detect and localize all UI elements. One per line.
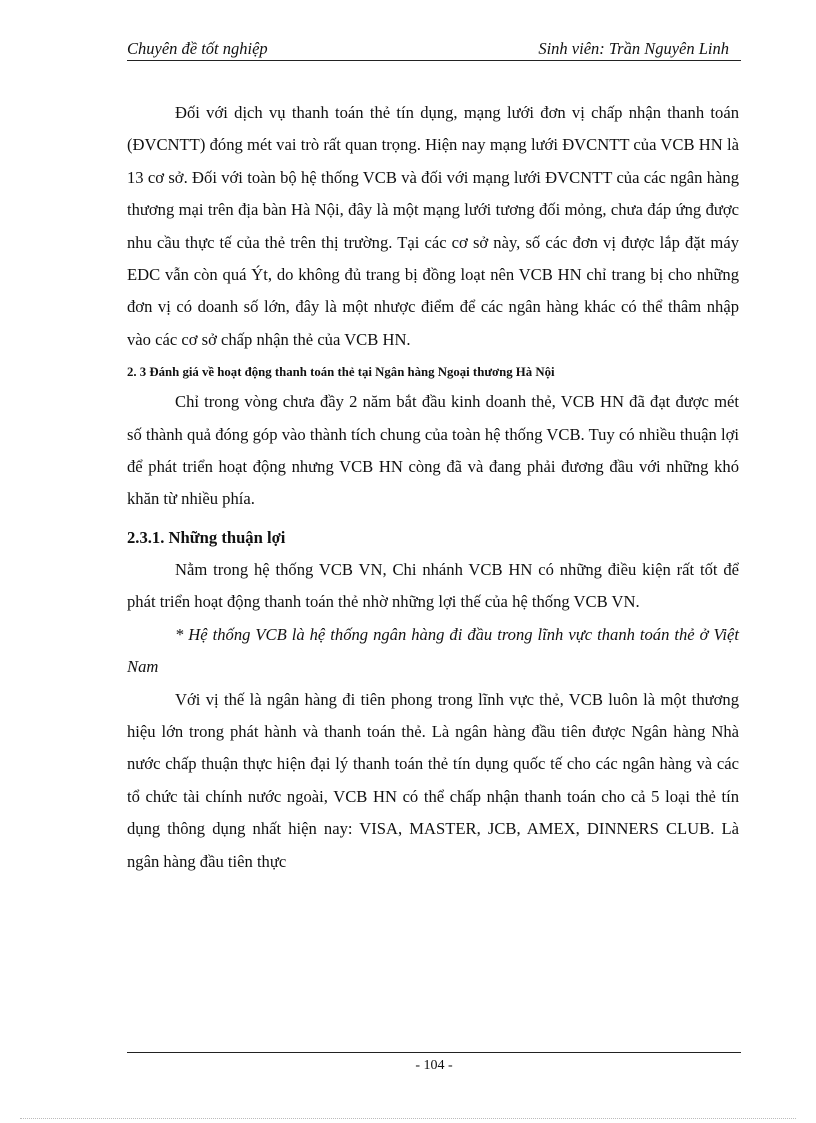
paragraph-evaluation-intro: Chỉ trong vòng chưa đầy 2 năm bắt đầu kinh doanh thẻ, VCB HN đã đạt được mét số thành quả đóng góp vào thành tích chung của toàn hệ thống VCB. Tuy có nhiều thuận lợi để phát triển hoạt động nhưng VCB HN còng đã và đang phải đương đầu với những khó khăn từ nhiều phía. bbox=[127, 392, 739, 509]
document-body bbox=[127, 97, 739, 878]
paragraph-advantages: Nằm trong hệ thống VCB VN, Chi nhánh VCB HN có những điều kiện rất tốt để phát triển hoạt động thanh toán thẻ nhờ những lợi thế của hệ thống VCB VN. bbox=[127, 559, 739, 612]
page-number: - 104 - bbox=[415, 1058, 453, 1073]
page-header bbox=[127, 38, 741, 61]
section-heading-2-3: 2. 3 Đánh giá về hoạt động thanh toán thẻ tại Ngân hàng Ngoại thương Hà Nội bbox=[127, 365, 555, 380]
footer-rule bbox=[127, 1052, 741, 1053]
paragraph-acceptance-network: Đối với dịch vụ thanh toán thẻ tín dụng, mạng lưới đơn vị chấp nhận thanh toán (ĐVCNTT) đóng mét vai trò rất quan trọng. Hiện nay mạng lưới ĐVCNTT của VCB HN là 13 cơ sở. Đối với toàn bộ hệ thống VCB và đối với mạng lưới ĐVCNTT của các ngân hàng thương mại trên địa bàn Hà Nội, đây là một mạng lưới tương đối mỏng, chưa đáp ứng được nhu cầu thực tế của thẻ trên thị trường. Tại các cơ sở này, số các đơn vị được lắp đặt máy EDC vẫn còn quá Ýt, do không đủ trang bị đồng loạt nên VCB HN chỉ trang bị cho những đơn vị có doanh số lớn, đây là một nhược điểm để các ngân hàng khác có thể thâm nhập vào các cơ sở chấp nhận thẻ của VCB HN. bbox=[127, 103, 739, 349]
page-bottom-dotted-rule bbox=[20, 1118, 796, 1119]
section-heading-2-3-1: 2.3.1. Những thuận lợi bbox=[127, 527, 286, 547]
paragraph-pioneer: Với vị thế là ngân hàng đi tiên phong trong lĩnh vực thẻ, VCB luôn là một thương hiệu lớn trong phát hành và thanh toán thẻ. Là ngân hàng đầu tiên được Ngân hàng Nhà nước chấp thuận thực hiện đại lý thanh toán thẻ tín dụng quốc tế cho các ngân hàng và các tổ chức tài chính nước ngoài, VCB HN có thể chấp nhận thanh toán cho cả 5 loại thẻ tín dụng thông dụng nhất hiện nay: VISA, MASTER, JCB, AMEX, DINNERS CLUB. Là ngân hàng đầu tiên thực bbox=[127, 689, 739, 871]
paragraph-vcb-leading: * Hệ thống VCB là hệ thống ngân hàng đi đầu trong lĩnh vực thanh toán thẻ ở Việt Nam bbox=[127, 624, 739, 677]
header-author: Sinh viên: Trần Nguyên Linh bbox=[538, 39, 729, 58]
header-left-title: Chuyên đề tốt nghiệp bbox=[127, 39, 268, 58]
